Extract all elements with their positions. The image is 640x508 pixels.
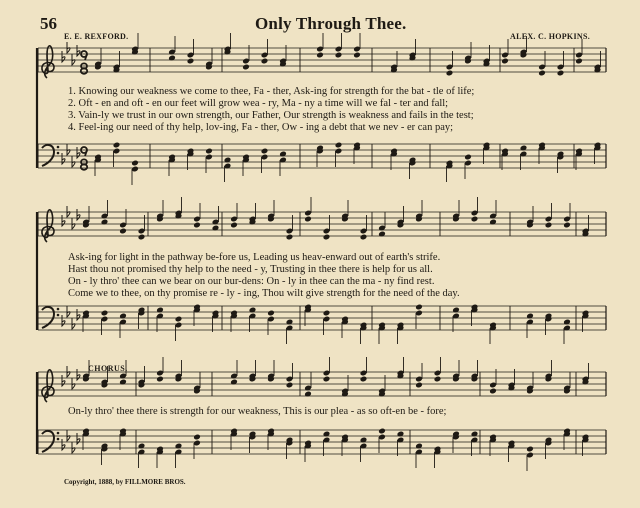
note-head xyxy=(360,234,368,241)
note-head xyxy=(316,52,324,59)
note-head xyxy=(156,376,164,383)
note-head xyxy=(415,304,423,311)
verse-line-1: 1. Knowing our weakness we come to thee, Fa - ther, Ask-ing for strength for the bat - tle of life; xyxy=(68,86,475,97)
flat-icon xyxy=(67,430,70,441)
verse-line-1-cont: Ask-ing for light in the pathway be-fore us, Leading us heav-enward out of earth's strife. xyxy=(68,252,441,263)
bass-clef-dot xyxy=(57,314,60,317)
flat-icon xyxy=(72,218,75,229)
time-signature-glyph xyxy=(81,68,87,74)
note-head xyxy=(267,310,275,317)
note-head xyxy=(230,222,238,229)
note-head xyxy=(526,446,534,453)
note-head xyxy=(242,64,250,71)
note-head xyxy=(557,70,565,77)
note-head xyxy=(261,58,269,65)
note-head xyxy=(193,222,201,229)
treble-clef-icon xyxy=(42,210,54,242)
flat-icon xyxy=(72,54,75,65)
treble-clef-icon xyxy=(42,370,54,402)
note-head xyxy=(205,148,213,155)
bass-clef-icon xyxy=(42,431,54,452)
note-head xyxy=(378,428,386,435)
page-number: 56 xyxy=(40,14,57,33)
note-head xyxy=(286,382,294,389)
note-head xyxy=(471,216,479,223)
note-head xyxy=(335,142,343,149)
flat-icon xyxy=(72,318,75,329)
bass-clef-dot xyxy=(57,152,60,155)
verse-line-4-cont: Come we to thee, on thy promise re - ly - ing, Thou wilt give strength for the need of the day. xyxy=(68,288,460,299)
song-title: Only Through Thee. xyxy=(255,14,407,33)
note-head xyxy=(501,58,509,65)
note-head xyxy=(545,222,553,229)
note-head xyxy=(131,160,139,167)
note-head xyxy=(193,434,201,441)
verse-line-3: 3. Vain-ly we trust in our own strength, our Father, Our strength is weakness and fails in the test; xyxy=(68,110,474,121)
flat-icon xyxy=(67,206,70,217)
note-head xyxy=(261,148,269,155)
verse-line-4: 4. Feel-ing our need of thy help, lov-ing, Fa - ther, Ow - ing a debt that we nev - er can pay; xyxy=(68,122,454,133)
note-head xyxy=(353,52,361,59)
verse-line-2: 2. Oft - en and oft - en our feet will grow wea - ry, Ma - ny a time will we fal - ter and fall; xyxy=(68,98,449,109)
note-head xyxy=(335,52,343,59)
note-head xyxy=(323,376,331,383)
note-head xyxy=(101,310,109,317)
bass-clef-dot xyxy=(57,308,60,311)
copyright-notice: Copyright, 1888, by FILLMORE BROS. xyxy=(64,478,186,486)
time-signature-glyph xyxy=(85,54,87,60)
chorus-lyric: On-ly thro' thee there is strength for our weakness, This is our plea - as so oft-en be - fore; xyxy=(68,406,447,417)
verse-line-2-cont: Hast thou not promised thy help to the need - y, Trusting in thee there is help for us all. xyxy=(68,264,433,275)
note-head xyxy=(563,222,571,229)
flat-icon xyxy=(72,378,75,389)
composer-credit: ALEX. C. HOPKINS. xyxy=(510,32,590,41)
flat-icon xyxy=(67,306,70,317)
note-head xyxy=(304,216,312,223)
bass-clef-icon xyxy=(42,145,54,166)
flat-icon xyxy=(67,366,70,377)
note-head xyxy=(187,58,195,65)
note-head xyxy=(575,58,583,65)
bass-clef-dot xyxy=(57,438,60,441)
note-head xyxy=(119,228,127,235)
bass-clef-icon xyxy=(42,307,54,328)
note-head xyxy=(286,234,294,241)
note-head xyxy=(415,382,423,389)
treble-clef-icon xyxy=(42,46,54,78)
flat-icon xyxy=(67,42,70,53)
flat-icon xyxy=(72,442,75,453)
note-head xyxy=(175,316,183,323)
note-head xyxy=(323,234,331,241)
note-head xyxy=(360,376,368,383)
note-head xyxy=(446,70,454,77)
note-head xyxy=(113,142,121,149)
note-head xyxy=(464,154,472,161)
note-head xyxy=(434,376,442,383)
note-head xyxy=(489,388,497,395)
time-signature-glyph xyxy=(81,164,87,170)
lyricist-credit: E. E. REXFORD. xyxy=(64,32,129,41)
bass-clef-dot xyxy=(57,432,60,435)
flat-icon xyxy=(72,156,75,167)
bass-clef-dot xyxy=(57,146,60,149)
chorus-label: CHORUS. xyxy=(88,364,128,373)
note-head xyxy=(138,234,146,241)
flat-icon xyxy=(67,144,70,155)
note-head xyxy=(538,70,546,77)
time-signature-glyph xyxy=(85,150,87,156)
verse-line-3-cont: On - ly thro' thee can we bear on our bur-dens: On - ly in thee can the ma - ny find rest. xyxy=(68,276,435,287)
note-head xyxy=(323,310,331,317)
